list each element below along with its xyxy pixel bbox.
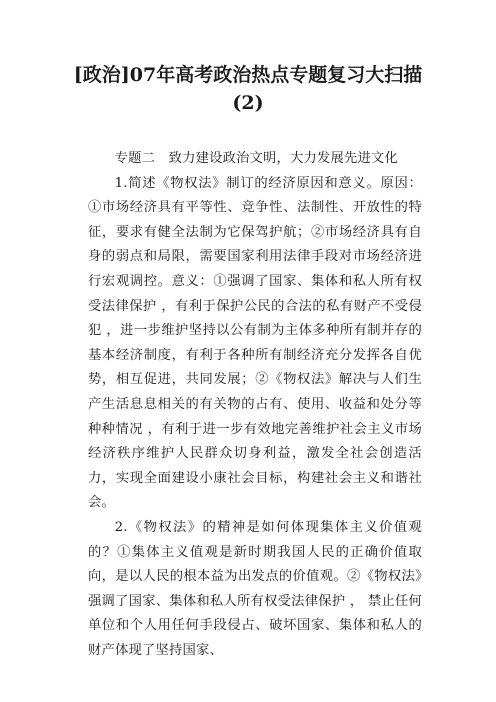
paragraph-question-1: 1.简述《物权法》制订的经济原因和意义。原因：①市场经济具有平等性、竞争性、法制性、开放性的特征，要求有健全法制为它保驾护航；②市场经济具有自身的弱点和局限，需要国家利用法律手段对市场经济进行宏观调控。意义：①强调了国家、集体和私人所有权受法律保护 ，有利于保护公民的合法的私有财产不受侵犯 ，进一步维护坚持以公有制为主体多种所有制并存的基本经济制度，有利于各种所有制经济充分发挥各自优势，相互促进，共同发展；②《物权法》解决与人们生产生活息息相关的有关物的占有、使用、收益和处分等种种情况 ，有利于进一步有效地完善维护社会主义市场经济秩序维护人民群众切身利益，激发全社会创造活力，实现全面建设小康社会目标，构建社会主义和谐社会。 [88,175,422,511]
document-title: [政治]07年高考政治热点专题复习大扫描 [73,64,423,86]
paragraph-question-2: 2.《物权法》的精神是如何体现集体主义价值观的？①集体主义值观是新时期我国人民的正确价值取向，是以人民的根本益为出发点的价值观。②《物权法》强调了国家、集体和私人所有权受法律保护 ， 禁止任何单位和个人用任何手段侵占、破坏国家、集体和私人的财产体现了坚持国家、 [88,519,422,658]
document-title-part-number: (2) [232,92,264,114]
section-heading: 专题二 致力建设政治文明，大力发展先进文化 [114,151,399,166]
document-body [88,147,422,663]
